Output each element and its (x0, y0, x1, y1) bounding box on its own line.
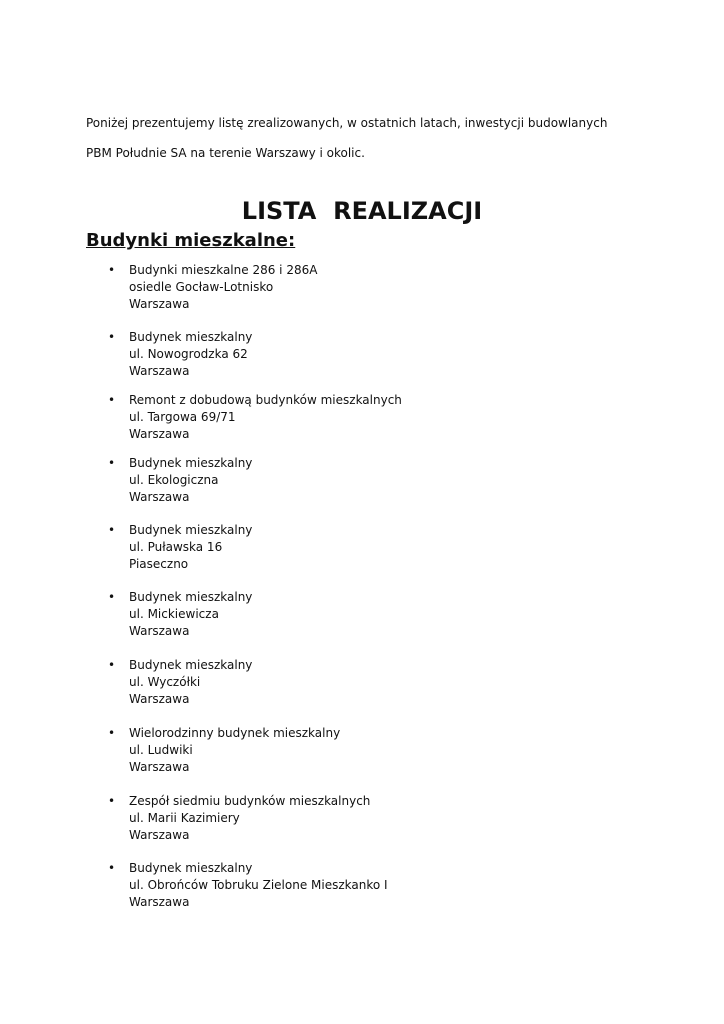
entry-city: Piaseczno (129, 557, 189, 571)
entry-name: Budynek mieszkalny (129, 658, 253, 672)
entry-address: ul. Puławska 16 (129, 540, 223, 554)
intro-line-2: PBM Południe SA na terenie Warszawy i okolic. (86, 146, 365, 160)
entry-address: ul. Wyczółki (129, 675, 201, 689)
entry-name: Budynek mieszkalny (129, 523, 253, 537)
bullet-icon: • (108, 726, 116, 740)
bullet-icon: • (108, 330, 116, 344)
entry-name: Budynek mieszkalny (129, 861, 253, 875)
entry-city: Warszawa (129, 490, 190, 504)
entry-address: ul. Marii Kazimiery (129, 811, 240, 825)
bullet-icon: • (108, 263, 116, 277)
entry-name: Zespół siedmiu budynków mieszkalnych (129, 794, 371, 808)
entry-city: Warszawa (129, 364, 190, 378)
entry-name: Budynek mieszkalny (129, 590, 253, 604)
document-title-text: LISTA REALIZACJI (241, 197, 483, 225)
list-item-text (129, 392, 402, 443)
list-item-text (129, 522, 252, 573)
entry-name: Budynki mieszkalne 286 i 286A (129, 263, 318, 277)
bullet-icon: • (108, 794, 116, 808)
bullet-icon: • (108, 456, 116, 470)
list-item-text (129, 329, 252, 380)
entry-city: Warszawa (129, 297, 190, 311)
entry-address: osiedle Gocław-Lotnisko (129, 280, 274, 294)
document-title (0, 197, 724, 225)
list-item-text (129, 793, 370, 844)
entry-name: Budynek mieszkalny (129, 330, 253, 344)
list-item-text (129, 725, 340, 776)
list-item-text (129, 657, 252, 708)
entry-city: Warszawa (129, 692, 190, 706)
bullet-icon: • (108, 861, 116, 875)
list-item-text (129, 262, 317, 313)
intro-line-1: Poniżej prezentujemy listę zrealizowanych, w ostatnich latach, inwestycji budowlanych (86, 116, 608, 130)
bullet-icon: • (108, 590, 116, 604)
entry-city: Warszawa (129, 828, 190, 842)
entry-address: ul. Ludwiki (129, 743, 193, 757)
entry-address: ul. Nowogrodzka 62 (129, 347, 248, 361)
list-item-text (129, 455, 252, 506)
list-item-text (129, 860, 388, 911)
entry-city: Warszawa (129, 895, 190, 909)
entry-city: Warszawa (129, 624, 190, 638)
entry-city: Warszawa (129, 760, 190, 774)
section-heading-residential: Budynki mieszkalne: (86, 230, 296, 251)
entry-name: Wielorodzinny budynek mieszkalny (129, 726, 341, 740)
bullet-icon: • (108, 523, 116, 537)
bullet-icon: • (108, 658, 116, 672)
entry-address: ul. Targowa 69/71 (129, 410, 236, 424)
bullet-icon: • (108, 393, 116, 407)
entry-city: Warszawa (129, 427, 190, 441)
entry-address: ul. Mickiewicza (129, 607, 219, 621)
entry-name: Remont z dobudową budynków mieszkalnych (129, 393, 402, 407)
entry-address: ul. Ekologiczna (129, 473, 219, 487)
list-item-text (129, 589, 252, 640)
entry-name: Budynek mieszkalny (129, 456, 253, 470)
entry-address: ul. Obrońców Tobruku Zielone Mieszkanko I (129, 878, 388, 892)
